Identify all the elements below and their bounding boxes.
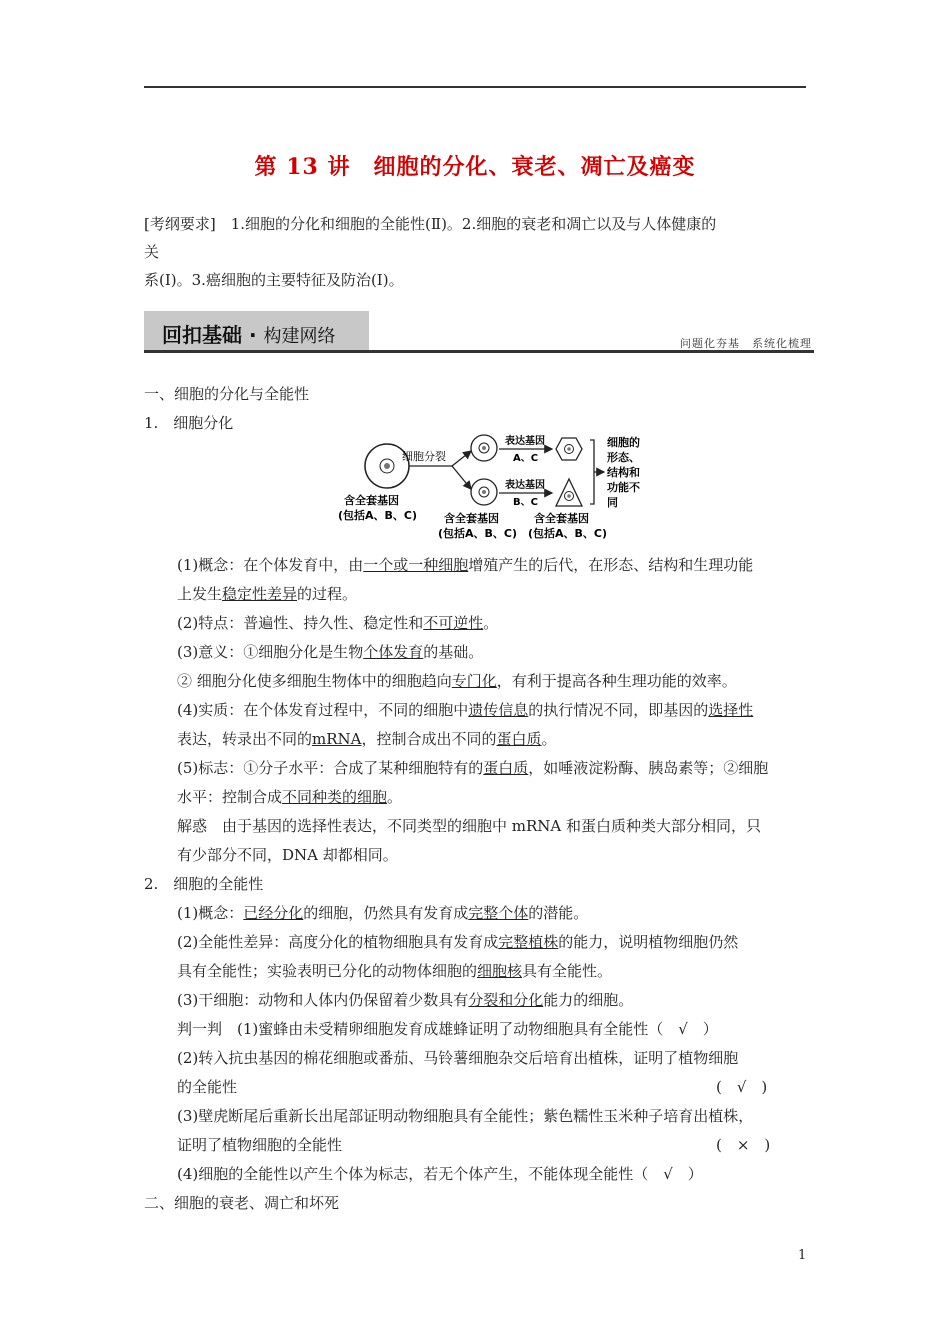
text: 的过程。 [297, 585, 358, 603]
totipotency-concept [177, 902, 588, 923]
judge-item-3-line-1: (3)壁虎断尾后重新长出尾部证明动物细胞具有全能性；紫色糯性玉米种子培育出植株， [177, 1107, 754, 1125]
answer-blank: 稳定性差异 [222, 585, 298, 603]
answer-blank: 个体发育 [363, 643, 424, 661]
heading-2: 二、细胞的衰老、凋亡和坏死 [144, 1194, 340, 1212]
text: ，有利于提高各种生理功能的效率。 [496, 672, 737, 690]
original-caption-2: (包括A、B、C) [338, 509, 418, 522]
result-line-4: 功能不 [607, 481, 640, 494]
answer-blank: 已经分化 [243, 904, 304, 922]
judge-item-1: 判一判 (1)蜜蜂由未受精卵细胞发育成雄蜂证明了动物细胞具有全能性（ √ ） [177, 1020, 718, 1038]
judge-item-2-answer: ( √ ) [716, 1078, 768, 1096]
text: 。 [541, 730, 557, 748]
requirements-line-2: 关 [144, 243, 160, 261]
heading-1: 一、细胞的分化与全能性 [144, 385, 310, 403]
answer-blank: 一个或一种细胞 [363, 556, 469, 574]
feature-line [177, 612, 498, 633]
answer-blank: 完整植株 [498, 933, 559, 951]
text: (4)实质：在个体发育过程中，不同的细胞中 [177, 701, 469, 719]
text: (1)概念：在个体发育中，由 [177, 556, 364, 574]
section-heading-dot: · [242, 323, 264, 347]
text: (5)标志：①分子水平：合成了某种细胞特有的 [177, 759, 484, 777]
lower-expression-label: 表达基因 [505, 480, 545, 491]
lecture-title: 第 13 讲 细胞的分化、衰老、凋亡及癌变 [254, 154, 696, 180]
essence-line-2 [177, 728, 557, 749]
marker-line-2 [177, 786, 402, 807]
concept-line-1 [177, 554, 753, 575]
judge-item-3-line-2: 证明了植物细胞的全能性 [177, 1136, 343, 1154]
daughter-caption-1: 含全套基因 [444, 512, 499, 525]
result-line-1: 细胞的 [607, 436, 640, 449]
result-line-2: 形态、 [607, 451, 640, 464]
result-line-3: 结构和 [607, 466, 640, 479]
section-heading-main: 回扣基础 [162, 323, 242, 347]
text: 的基础。 [423, 643, 484, 661]
judge-item-2-line-2: 的全能性 [177, 1078, 238, 1096]
branch-arrow-down [452, 466, 471, 489]
text: 具有全能性；实验表明已分化的动物体细胞的 [177, 962, 478, 980]
answer-blank: 遗传信息 [468, 701, 529, 719]
text: 能力的细胞。 [543, 991, 634, 1009]
text: 的潜能。 [528, 904, 589, 922]
text: 的细胞，仍然具有发育成 [303, 904, 469, 922]
explanation-line-2: 有少部分不同，DNA 却都相同。 [177, 846, 398, 864]
differentiated-caption-2: (包括A、B、C) [528, 527, 608, 540]
answer-blank: 选择性 [708, 701, 754, 719]
upper-expression-label: 表达基因 [505, 436, 545, 447]
text: 。 [387, 788, 403, 806]
totipotency-difference-1 [177, 931, 738, 952]
triangle-cell [556, 479, 582, 506]
explanation-line-1: 解惑 由于基因的选择性表达，不同类型的细胞中 mRNA 和蛋白质种类大部分相同，只 [177, 817, 762, 835]
essence-line-1 [177, 699, 753, 720]
judge-item-4: (4)细胞的全能性以产生个体为标志，若无个体产生，不能体现全能性（ √ ） [177, 1165, 703, 1183]
text: (3)意义：①细胞分化是生物 [177, 643, 364, 661]
daughter-caption-2: (包括A、B、C) [438, 527, 518, 540]
text: 上发生 [177, 585, 223, 603]
lower-expression-genes: B、C [513, 497, 538, 508]
section-header-bar [144, 311, 814, 353]
text: ② 细胞分化使多细胞生物体中的细胞趋向 [177, 672, 452, 690]
answer-blank: 不可逆性 [423, 614, 484, 632]
text: 的能力，说明植物细胞仍然 [558, 933, 739, 951]
text: 增殖产生的后代，在形态、结构和生理功能 [468, 556, 754, 574]
exam-requirements [144, 210, 814, 294]
text: 具有全能性。 [522, 962, 613, 980]
answer-blank: 不同种类的细胞 [282, 788, 388, 806]
requirements-line-1: [考纲要求] 1.细胞的分化和细胞的全能性(Ⅱ)。2.细胞的衰老和凋亡以及与人体健康的 [144, 215, 717, 233]
answer-blank: 完整个体 [468, 904, 529, 922]
concept-line-2 [177, 583, 357, 604]
heading-1-2: 2. 细胞的全能性 [144, 875, 264, 893]
text: 水平：控制合成 [177, 788, 283, 806]
section-heading [162, 319, 336, 348]
branch-arrow-up [452, 451, 471, 466]
significance-line-2 [177, 670, 737, 691]
text: (3)干细胞：动物和人体内仍保留着少数具有 [177, 991, 469, 1009]
answer-blank: 细胞核 [477, 962, 523, 980]
text: (2)特点：普遍性、持久性、稳定性和 [177, 614, 424, 632]
page-number: 1 [798, 1248, 807, 1263]
text: 表达，转录出不同的 [177, 730, 313, 748]
text: ，如唾液淀粉酶、胰岛素等；②细胞 [528, 759, 769, 777]
marker-line-1 [177, 757, 768, 778]
significance-line-1 [177, 641, 483, 662]
text: ，控制合成出不同的 [361, 730, 497, 748]
answer-blank: 分裂和分化 [468, 991, 544, 1009]
text: 。 [483, 614, 499, 632]
text: (1)概念： [177, 904, 244, 922]
daughter-cell-lower [471, 479, 497, 505]
hexagon-cell [556, 438, 582, 460]
stem-cell-line [177, 989, 633, 1010]
answer-blank: 专门化 [451, 672, 497, 690]
judge-item-2-line-1: (2)转入抗虫基因的棉花细胞或番茄、马铃薯细胞杂交后培育出植株，证明了植物细胞 [177, 1049, 739, 1067]
judge-item-3-answer: ( × ) [716, 1136, 771, 1154]
division-label: 细胞分裂 [402, 450, 446, 463]
text: 的执行情况不同，即基因的 [528, 701, 709, 719]
answer-blank: 蛋白质 [496, 730, 542, 748]
section-heading-right: 问题化夯基 系统化梳理 [680, 337, 812, 350]
heading-1-1: 1. 细胞分化 [144, 414, 234, 432]
section-heading-sub: 构建网络 [263, 326, 336, 347]
answer-blank: 蛋白质 [483, 759, 529, 777]
text: (2)全能性差异：高度分化的植物细胞具有发育成 [177, 933, 499, 951]
result-line-5: 同 [607, 496, 618, 509]
upper-expression-genes: A、C [513, 453, 539, 464]
top-rule [144, 86, 806, 88]
differentiated-caption-1: 含全套基因 [534, 512, 589, 525]
requirements-line-3: 系(Ⅰ)。3.癌细胞的主要特征及防治(Ⅰ)。 [144, 271, 404, 289]
original-caption-1: 含全套基因 [344, 494, 399, 507]
cell-differentiation-diagram [338, 432, 678, 548]
daughter-cell-upper [471, 435, 497, 461]
result-bracket [590, 440, 594, 504]
answer-blank: mRNA [312, 730, 362, 748]
totipotency-difference-2 [177, 960, 612, 981]
